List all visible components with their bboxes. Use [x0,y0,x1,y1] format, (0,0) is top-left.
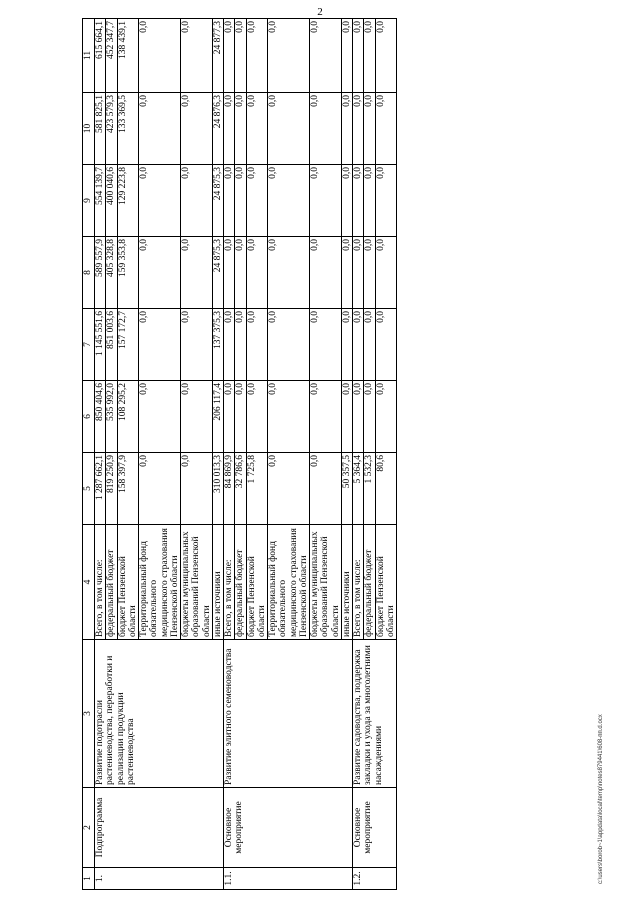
amount-cell: 0,0 [353,309,364,381]
amount-cell: 0,0 [268,19,310,93]
amount-cell: 0,0 [310,453,342,525]
amount-cell: 0,0 [310,19,342,93]
table-row [353,19,364,890]
amount-cell: 452 347,7 [106,19,117,93]
amount-cell: 84 869,9 [224,453,235,525]
amount-cell: 24 876,3 [212,93,223,165]
amount-cell: 0,0 [246,93,268,165]
amount-cell: 24 875,3 [212,165,223,237]
amount-cell: 0,0 [224,237,235,309]
amount-cell: 0,0 [310,237,342,309]
amount-cell: 0,0 [353,19,364,93]
amount-cell: 133 369,5 [117,93,139,165]
row-number: 1. [95,868,224,890]
amount-cell: 0,0 [310,309,342,381]
funding-source: иные источники [212,525,223,640]
amount-cell: 554 139,7 [95,165,106,237]
amount-cell: 0,0 [246,237,268,309]
amount-cell: 0,0 [310,381,342,453]
funding-source: Всего, в том числе: [224,525,235,640]
amount-cell: 0,0 [375,237,397,309]
amount-cell: 0,0 [181,381,213,453]
amount-cell: 0,0 [353,165,364,237]
amount-cell: 0,0 [310,93,342,165]
amount-cell: 0,0 [224,19,235,93]
amount-cell: 0,0 [246,309,268,381]
amount-cell: 137 375,3 [212,309,223,381]
amount-cell: 158 397,9 [117,453,139,525]
amount-cell: 157 172,7 [117,309,139,381]
file-path-footer: c:\users\borob~1\appdata\local\temp\notes879441\608-пп.d.ocx [598,714,604,884]
funding-source: бюджеты муниципальных образований Пензенской области [310,525,342,640]
amount-cell: 850 404,6 [95,381,106,453]
amount-cell: 80,6 [375,453,397,525]
header-cell: 4 [83,525,95,640]
amount-cell: 0,0 [235,237,246,309]
amount-cell: 138 439,1 [117,19,139,93]
header-cell: 8 [83,237,95,309]
amount-cell: 400 040,6 [106,165,117,237]
funding-source: федеральный бюджет [235,525,246,640]
table-row [95,19,106,890]
header-cell: 10 [83,93,95,165]
header-cell: 11 [83,19,95,93]
amount-cell: 0,0 [375,19,397,93]
row-number: 1.2. [353,868,397,890]
amount-cell: 0,0 [268,453,310,525]
amount-cell: 159 353,8 [117,237,139,309]
amount-cell: 0,0 [341,237,352,309]
page-number: 2 [317,6,323,18]
funding-source: бюджет Пензенской области [117,525,139,640]
amount-cell: 851 003,6 [106,309,117,381]
amount-cell: 0,0 [235,165,246,237]
amount-cell: 0,0 [375,93,397,165]
header-cell: 1 [83,868,95,890]
amount-cell: 581 825,1 [95,93,106,165]
amount-cell: 1 725,8 [246,453,268,525]
item-name: Развитие садоводства, поддержка закладки и ухода за многолетними насаждениями [353,640,397,788]
amount-cell: 0,0 [268,165,310,237]
amount-cell: 310 013,3 [212,453,223,525]
amount-cell: 0,0 [181,165,213,237]
amount-cell: 24 877,3 [212,19,223,93]
funding-source: федеральный бюджет [106,525,117,640]
amount-cell: 0,0 [375,381,397,453]
header-cell: 3 [83,640,95,788]
table-body [95,19,397,890]
amount-cell: 0,0 [341,165,352,237]
amount-cell: 206 117,4 [212,381,223,453]
amount-cell: 0,0 [364,309,375,381]
amount-cell: 0,0 [139,381,181,453]
amount-cell: 0,0 [246,165,268,237]
amount-cell: 0,0 [268,237,310,309]
amount-cell: 0,0 [268,381,310,453]
amount-cell: 405 328,8 [106,237,117,309]
amount-cell: 0,0 [181,453,213,525]
amount-cell: 108 295,2 [117,381,139,453]
header-cell: 2 [83,788,95,868]
amount-cell: 0,0 [268,309,310,381]
amount-cell: 0,0 [341,19,352,93]
amount-cell: 423 579,3 [106,93,117,165]
amount-cell: 24 875,3 [212,237,223,309]
amount-cell: 0,0 [268,93,310,165]
amount-cell: 0,0 [341,381,352,453]
amount-cell: 0,0 [364,93,375,165]
amount-cell: 0,0 [139,453,181,525]
amount-cell: 0,0 [235,19,246,93]
header-cell: 9 [83,165,95,237]
amount-cell: 0,0 [224,309,235,381]
amount-cell: 535 992,0 [106,381,117,453]
amount-cell: 0,0 [235,309,246,381]
amount-cell: 1 145 551,6 [95,309,106,381]
header-cell: 6 [83,381,95,453]
funding-source: бюджет Пензенской области [375,525,397,640]
amount-cell: 0,0 [246,381,268,453]
amount-cell: 589 557,9 [95,237,106,309]
amount-cell: 0,0 [235,381,246,453]
item-type: Подпрограмма [95,788,224,868]
amount-cell: 0,0 [353,381,364,453]
funding-source: Территориальный фонд обязательного медицинского страхования Пензенской области [268,525,310,640]
amount-cell: 0,0 [246,19,268,93]
amount-cell: 0,0 [235,93,246,165]
funding-source: бюджет Пензенской области [246,525,268,640]
funding-source: Территориальный фонд обязательного медицинского страхования Пензенской области [139,525,181,640]
amount-cell: 0,0 [181,237,213,309]
item-name: Развитие элитного семеноводства [224,640,353,788]
header-cell: 5 [83,453,95,525]
amount-cell: 0,0 [341,309,352,381]
amount-cell: 0,0 [139,309,181,381]
amount-cell: 0,0 [224,93,235,165]
amount-cell: 0,0 [181,309,213,381]
item-name: Развитие подотрасли растениеводства, переработки и реализации продукции растениеводства [95,640,224,788]
amount-cell: 0,0 [353,237,364,309]
row-number: 1.1. [224,868,353,890]
amount-cell: 0,0 [341,93,352,165]
table-header-row [83,19,95,890]
amount-cell: 0,0 [364,237,375,309]
amount-cell: 0,0 [139,19,181,93]
finance-table [82,18,397,890]
amount-cell: 0,0 [139,237,181,309]
funding-source: федеральный бюджет [364,525,375,640]
rotated-table-area [82,20,572,890]
item-type: Основное мероприятие [224,788,353,868]
amount-cell: 1 287 662,1 [95,453,106,525]
amount-cell: 0,0 [181,19,213,93]
amount-cell: 50 357,5 [341,453,352,525]
amount-cell: 129 223,8 [117,165,139,237]
amount-cell: 0,0 [364,381,375,453]
amount-cell: 0,0 [364,19,375,93]
amount-cell: 819 250,9 [106,453,117,525]
funding-source: Всего, в том числе: [353,525,364,640]
funding-source: бюджеты муниципальных образований Пензенской области [181,525,213,640]
funding-source: иные источники [341,525,352,640]
amount-cell: 1 532,3 [364,453,375,525]
item-type: Основное мероприятие [353,788,397,868]
amount-cell: 0,0 [353,93,364,165]
amount-cell: 0,0 [224,381,235,453]
amount-cell: 0,0 [181,93,213,165]
amount-cell: 5 364,4 [353,453,364,525]
amount-cell: 0,0 [139,93,181,165]
amount-cell: 0,0 [310,165,342,237]
amount-cell: 615 664,1 [95,19,106,93]
amount-cell: 32 786,6 [235,453,246,525]
amount-cell: 0,0 [139,165,181,237]
table-row [224,19,235,890]
amount-cell: 0,0 [224,165,235,237]
amount-cell: 0,0 [364,165,375,237]
amount-cell: 0,0 [375,309,397,381]
funding-source: Всего, в том числе: [95,525,106,640]
amount-cell: 0,0 [375,165,397,237]
header-cell: 7 [83,309,95,381]
